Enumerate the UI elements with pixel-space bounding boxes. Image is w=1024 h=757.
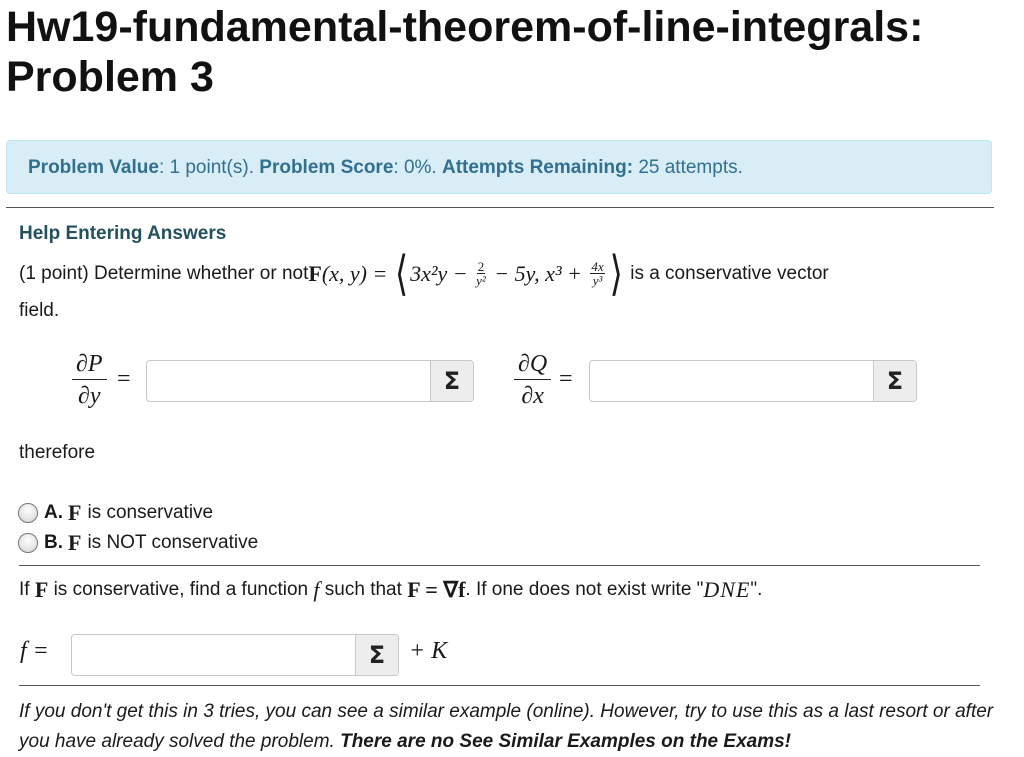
- attempts-remaining-label: Attempts Remaining:: [441, 157, 634, 178]
- partial-numerator: ∂P: [72, 349, 107, 380]
- vector-field-F: F: [34, 577, 49, 602]
- f-equals-label: f =: [20, 638, 49, 664]
- dP-dy-input[interactable]: [147, 361, 430, 401]
- footer-bold-text: There are no See Similar Examples on the Exams!: [340, 731, 792, 752]
- dQ-dx-input[interactable]: [590, 361, 873, 401]
- sigma-icon: Σ: [368, 641, 386, 669]
- dne-text: DNE: [703, 577, 751, 602]
- problem-score-text: : 0%.: [393, 157, 442, 178]
- divider-bottom: [19, 685, 980, 686]
- radio-button[interactable]: [18, 503, 38, 523]
- sigma-icon: Σ: [443, 367, 461, 395]
- footer-italic-text: If you don't get this in 3 tries, you can see a similar example (online). However, try to use this as a last resort or after you have already solved the problem.: [19, 701, 994, 752]
- sigma-icon: Σ: [886, 367, 904, 395]
- equation-editor-button[interactable]: [430, 361, 473, 401]
- fraction-denominator: y²: [476, 273, 486, 288]
- fraction-numerator: 4x: [591, 259, 604, 274]
- divider-top: [6, 207, 994, 208]
- function-f: f: [313, 577, 320, 602]
- page-title: Hw19-fundamental-theorem-of-line-integrals: Problem 3: [6, 3, 924, 101]
- fraction-denominator: y³: [592, 273, 603, 288]
- vector-field-F: F: [68, 500, 82, 525]
- f-input[interactable]: [72, 635, 355, 675]
- help-entering-answers-link[interactable]: Help Entering Answers: [19, 223, 227, 244]
- potential-function-prompt: [19, 574, 762, 606]
- dQ-dx-answer-group: [589, 360, 917, 402]
- equals-sign: =: [559, 366, 573, 392]
- partial-dQ-dx: [514, 349, 551, 412]
- equals-sign: =: [117, 366, 131, 392]
- partial-numerator: ∂Q: [514, 349, 551, 380]
- option-a-conservative[interactable]: [18, 500, 213, 526]
- left-angle-bracket: ⟨: [394, 246, 409, 302]
- fraction-2-over-y2: [476, 260, 486, 288]
- problem-value-text: : 1 point(s).: [158, 157, 260, 178]
- option-letter: B.: [44, 532, 63, 553]
- radio-button[interactable]: [18, 533, 38, 553]
- option-text: is NOT conservative: [87, 532, 259, 553]
- f-answer-group: [71, 634, 399, 676]
- prompt-text: If: [19, 579, 35, 600]
- divider-middle: [19, 565, 980, 566]
- option-letter: A.: [44, 502, 63, 523]
- prompt-text: ".: [750, 579, 763, 600]
- vector-field-F: F: [308, 261, 322, 286]
- problem-intro: (1 point) Determine whether or not: [19, 263, 309, 284]
- problem-value-label: Problem Value: [28, 157, 159, 178]
- plus-constant-K: + K: [409, 638, 448, 664]
- prompt-text: . If one does not exist write ": [465, 579, 704, 600]
- footer-note: [19, 697, 1009, 757]
- prompt-text: such that: [319, 579, 408, 600]
- problem-statement: [19, 246, 829, 302]
- problem-outro: is a conservative vector: [624, 263, 829, 284]
- equation-editor-button[interactable]: [355, 635, 398, 675]
- partial-denominator: ∂y: [78, 383, 101, 409]
- fraction-4x-over-y3: [590, 260, 604, 288]
- component-term2: − 5y, x³ +: [488, 261, 588, 286]
- dP-dy-answer-group: [146, 360, 474, 402]
- component-term1: 3x²y −: [410, 261, 474, 286]
- fraction-numerator: 2: [477, 259, 485, 274]
- partial-denominator: ∂x: [521, 383, 544, 409]
- equation-editor-button[interactable]: [873, 361, 916, 401]
- right-angle-bracket: ⟩: [609, 246, 623, 302]
- prompt-text: is conservative, find a function: [48, 579, 314, 600]
- problem-status-box: [6, 140, 992, 194]
- option-b-not-conservative[interactable]: [18, 530, 258, 556]
- problem-score-label: Problem Score: [259, 157, 394, 178]
- problem-outro-continued: field.: [19, 300, 60, 321]
- vector-field-F: F: [68, 530, 82, 555]
- vector-field-args: (x, y) =: [321, 261, 393, 286]
- option-text: is conservative: [87, 502, 214, 523]
- attempts-remaining-text: 25 attempts.: [633, 157, 743, 178]
- therefore-text: therefore: [19, 442, 96, 463]
- partial-dP-dy: [72, 349, 107, 412]
- gradient-equation: F = ∇f: [407, 577, 466, 602]
